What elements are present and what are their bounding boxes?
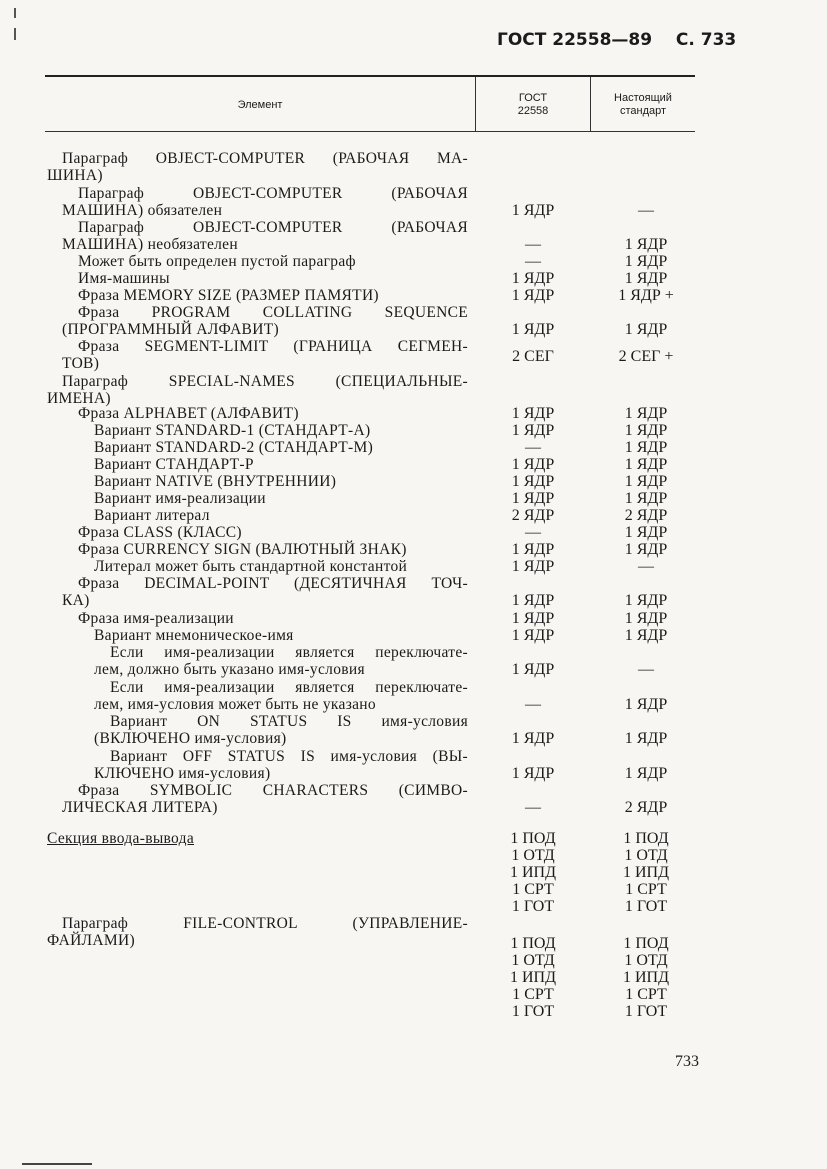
current-standard-value: — <box>638 202 654 219</box>
element-text-line: МАШИНА) обязателен <box>62 202 223 219</box>
current-standard-value: 1 ЯДР <box>624 456 668 473</box>
gost-value: 1 ОТД <box>511 847 555 864</box>
current-standard-value: 1 ЯДР <box>624 253 668 270</box>
gost-value: 1 ЯДР <box>511 321 555 338</box>
current-standard-value: 1 ПОД <box>623 830 669 847</box>
column-header-gost: ГОСТ 22558 <box>517 92 549 117</box>
gost-value: — <box>525 236 541 253</box>
gost-value: 1 ЯДР <box>511 490 555 507</box>
current-standard-value: 1 ПОД <box>623 935 669 952</box>
element-text-line: Вариант мнемоническое-имя <box>94 627 294 644</box>
element-text-line: Вариант OFF STATUS IS имя-условия (ВЫ- <box>110 748 468 765</box>
current-standard-value: 2 ЯДР <box>624 507 668 524</box>
current-standard-value: 1 ЯДР <box>624 541 668 558</box>
gost-value: 1 ОТД <box>511 952 555 969</box>
element-text-line: Вариант литерал <box>94 507 210 524</box>
gost-value: — <box>525 799 541 816</box>
current-standard-value: 1 ЯДР <box>624 473 668 490</box>
current-standard-value: 1 ЯДР <box>624 321 668 338</box>
gost-value: 1 ЯДР <box>511 558 555 575</box>
current-standard-value: 1 ЯДР <box>624 270 668 287</box>
element-text-line: (ПРОГРАММНЫЙ АЛФАВИТ) <box>62 321 279 338</box>
gost-value: 1 ЯДР <box>511 610 555 627</box>
gost-value: 1 ПОД <box>510 935 556 952</box>
gost-value: — <box>525 524 541 541</box>
margin-mark <box>14 8 16 18</box>
current-standard-value: 1 ОТД <box>624 952 668 969</box>
standard-number: ГОСТ 22558—89 <box>497 30 653 50</box>
current-standard-value: 1 ЯДР <box>624 627 668 644</box>
element-text-line: Литерал может быть стандартной константой <box>94 558 408 575</box>
current-standard-value: 1 ГОТ <box>624 898 668 915</box>
element-text-line: Вариант ON STATUS IS имя-условия <box>110 713 468 730</box>
element-text-line: Вариант STANDARD-1 (СТАНДАРТ-А) <box>94 422 371 439</box>
element-text-line: ИМЕНА) <box>47 390 111 407</box>
current-standard-value: 1 ЯДР <box>624 610 668 627</box>
gost-value: 2 ЯДР <box>511 507 555 524</box>
gost-value: 1 ИПД <box>509 969 557 986</box>
element-text-line: лем, должно быть указано имя-условия <box>94 661 365 678</box>
gost-value: 1 ГОТ <box>511 1003 555 1020</box>
gost-value: 1 ЯДР <box>511 627 555 644</box>
element-text-line: Фраза PROGRAM COLLATING SEQUENCE <box>78 304 468 321</box>
current-standard-value: 1 ЯДР <box>624 405 668 422</box>
element-text-line: Секция ввода-вывода <box>47 830 195 847</box>
gost-value: 1 ЯДР <box>511 592 555 609</box>
gost-value: 1 ЯДР <box>511 473 555 490</box>
current-standard-value: 1 ЯДР <box>624 422 668 439</box>
element-text-line: Фраза SEGMENT-LIMIT (ГРАНИЦА СЕГМЕН- <box>78 338 468 355</box>
gost-value: — <box>525 696 541 713</box>
element-text-line: (ВКЛЮЧЕНО имя-условия) <box>94 730 287 747</box>
element-text-line: Параграф SPECIAL-NAMES (СПЕЦИАЛЬНЫЕ- <box>62 373 468 390</box>
gost-value: 1 ЯДР <box>511 270 555 287</box>
element-text-line: Может быть определен пустой параграф <box>78 253 356 270</box>
current-standard-value: 1 СРТ <box>625 986 667 1003</box>
element-text-line: Вариант STANDARD-2 (СТАНДАРТ-М) <box>94 439 374 456</box>
gost-value: 1 ЯДР <box>511 456 555 473</box>
page-number: 733 <box>675 1053 699 1070</box>
running-header <box>497 30 737 50</box>
gost-value: 1 ЯДР <box>511 541 555 558</box>
page-reference: С. 733 <box>675 30 737 50</box>
current-standard-value: 1 ГОТ <box>624 1003 668 1020</box>
current-standard-value: 1 ЯДР <box>624 592 668 609</box>
current-standard-value: 2 СЕГ + <box>618 348 674 365</box>
current-standard-value: 1 ОТД <box>624 847 668 864</box>
gost-value: 1 ЯДР <box>511 730 555 747</box>
column-header-current: Настоящий стандарт <box>614 92 672 117</box>
gost-value: — <box>525 253 541 270</box>
element-text-line: Параграф OBJECT-COMPUTER (РАБОЧАЯ <box>78 185 468 202</box>
element-text-line: Вариант имя-реализации <box>94 490 266 507</box>
element-text-line: Параграф OBJECT-COMPUTER (РАБОЧАЯ МА- <box>62 150 468 167</box>
gost-value: 1 ЯДР <box>511 287 555 304</box>
element-text-line: Имя-машины <box>78 270 170 287</box>
gost-value: 2 СЕГ <box>512 348 554 365</box>
element-text-line: ЛИЧЕСКАЯ ЛИТЕРА) <box>62 799 218 816</box>
current-standard-value: 1 ЯДР <box>624 524 668 541</box>
gost-value: 1 СРТ <box>512 986 554 1003</box>
element-text-line: Фраза ALPHABET (АЛФАВИТ) <box>78 405 299 422</box>
current-standard-value: 1 ЯДР <box>624 490 668 507</box>
gost-value: 1 ЯДР <box>511 202 555 219</box>
current-standard-value: 1 ЯДР <box>624 696 668 713</box>
current-standard-value: — <box>638 661 654 678</box>
element-text-line: МАШИНА) необязателен <box>62 236 238 253</box>
current-standard-value: 1 СРТ <box>625 881 667 898</box>
current-standard-value: 1 ЯДР <box>624 236 668 253</box>
column-header-element: Элемент <box>237 99 283 111</box>
element-text-line: КЛЮЧЕНО имя-условия) <box>94 765 271 782</box>
element-text-line: ШИНА) <box>47 167 103 184</box>
element-text-line: Фраза DECIMAL-POINT (ДЕСЯТИЧНАЯ ТОЧ- <box>78 575 468 592</box>
element-text-line: Если имя-реализации является переключате- <box>110 679 468 696</box>
gost-value: — <box>525 439 541 456</box>
element-text-line: Фраза CLASS (КЛАСС) <box>78 524 242 541</box>
element-text-line: Фраза MEMORY SIZE (РАЗМЕР ПАМЯТИ) <box>78 287 379 304</box>
element-text-line: Фраза SYMBOLIC CHARACTERS (СИМВО- <box>78 782 468 799</box>
element-text-line: Если имя-реализации является переключате- <box>110 644 468 661</box>
table-top-rule <box>45 75 695 77</box>
current-standard-value: 1 ЯДР <box>624 765 668 782</box>
gost-value: 1 ЯДР <box>511 765 555 782</box>
element-text-line: Фраза имя-реализации <box>78 610 234 627</box>
table-header-rule <box>45 131 695 132</box>
gost-value: 1 СРТ <box>512 881 554 898</box>
gost-value: 1 ИПД <box>509 864 557 881</box>
current-standard-value: 1 ИПД <box>622 864 670 881</box>
element-text-line: Фраза CURRENCY SIGN (ВАЛЮТНЫЙ ЗНАК) <box>78 541 407 558</box>
current-standard-value: 2 ЯДР <box>624 799 668 816</box>
current-standard-value: — <box>638 558 654 575</box>
current-standard-value: 1 ИПД <box>622 969 670 986</box>
element-text-line: Параграф OBJECT-COMPUTER (РАБОЧАЯ <box>78 219 468 236</box>
element-text-line: Параграф FILE-CONTROL (УПРАВЛЕНИЕ- <box>62 915 468 932</box>
gost-value: 1 ЯДР <box>511 405 555 422</box>
current-standard-value: 1 ЯДР <box>624 730 668 747</box>
gost-value: 1 ГОТ <box>511 898 555 915</box>
bottom-edge-mark <box>22 1163 92 1165</box>
margin-mark <box>14 28 16 40</box>
gost-value: 1 ПОД <box>510 830 556 847</box>
element-text-line: лем, имя-условия может быть не указано <box>94 696 376 713</box>
element-text-line: ТОВ) <box>62 355 100 372</box>
gost-value: 1 ЯДР <box>511 661 555 678</box>
current-standard-value: 1 ЯДР <box>624 439 668 456</box>
gost-value: 1 ЯДР <box>511 422 555 439</box>
element-text-line: ФАЙЛАМИ) <box>47 932 135 949</box>
current-standard-value: 1 ЯДР + <box>618 287 674 304</box>
element-text-line: КА) <box>62 592 90 609</box>
element-text-line: Вариант NATIVE (ВНУТРЕННИИ) <box>94 473 337 490</box>
element-text-line: Вариант СТАНДАРТ-Р <box>94 456 254 473</box>
